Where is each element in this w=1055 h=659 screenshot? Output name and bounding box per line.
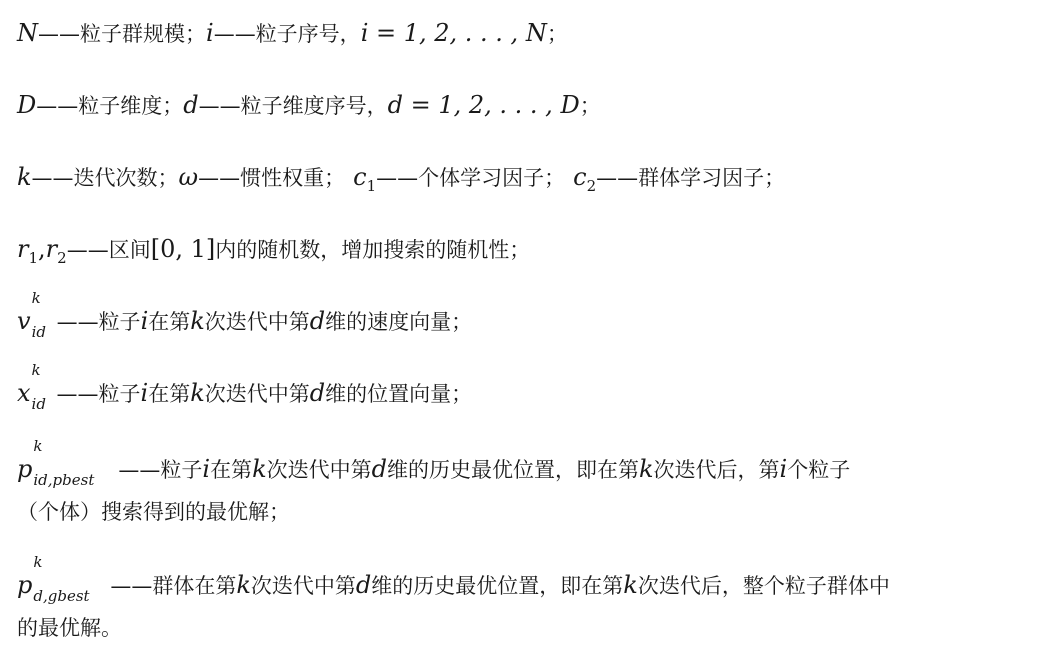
symbol-k: k — [252, 455, 267, 483]
symbol-i: i — [202, 455, 211, 483]
symbol-p: p k id,pbest — [17, 437, 95, 489]
subscript-id: id — [31, 395, 46, 413]
symbol-k: k — [190, 307, 205, 335]
definition-position — [17, 361, 473, 413]
formula-d-range: d = 1, 2, . . . , D — [387, 91, 580, 119]
text-best-position: 维的历史最优位置，即在第 — [386, 458, 639, 482]
subscript-2: 2 — [57, 249, 67, 267]
text-interval: ——区间 — [66, 238, 151, 262]
superscript-k: k — [31, 289, 41, 307]
definition-swarm-size — [17, 18, 568, 48]
text-iteration: 次迭代中第 — [204, 382, 310, 406]
text-best-position: 维的历史最优位置，即在第 — [371, 574, 624, 598]
symbol-d: d — [371, 455, 387, 483]
text-iteration: 次迭代中第 — [204, 310, 310, 334]
symbol-D: D — [17, 91, 37, 119]
superscript-k: k — [31, 361, 41, 379]
text-group: ——群体在第 — [110, 574, 237, 598]
symbol-i: i — [140, 379, 149, 407]
symbol-d: d — [309, 307, 326, 335]
text-position-vector: 维的位置向量； — [325, 382, 473, 406]
text-velocity-vector: 维的速度向量； — [325, 310, 473, 334]
text-dimension: ——粒子维度； — [36, 94, 184, 118]
text-at: 在第 — [210, 458, 253, 482]
symbol-k: k — [190, 379, 205, 407]
symbol-r: r — [45, 235, 58, 263]
definition-dimension — [17, 90, 601, 120]
text-iteration: 次迭代中第 — [266, 458, 372, 482]
formula-i-range: i = 1, 2, . . . , N — [360, 19, 547, 47]
text-after-iteration: 次迭代后，第 — [653, 458, 780, 482]
text-at: 在第 — [148, 310, 191, 334]
text-iterations: ——迭代次数； — [31, 166, 179, 190]
symbol-d: d — [355, 571, 372, 599]
text-random-desc: 内的随机数，增加搜索的随机性； — [215, 238, 531, 262]
subscript-1: 1 — [366, 177, 377, 195]
definition-gbest-cont — [17, 613, 122, 643]
text-swarm-size: ——粒子群规模； — [38, 22, 206, 46]
text-at: 在第 — [148, 382, 191, 406]
text-inertia-weight: ——惯性权重； — [198, 166, 346, 190]
subscript-d-gbest: d,gbest — [33, 587, 90, 605]
definition-gbest — [17, 553, 890, 605]
symbol-r: r — [17, 235, 29, 263]
comma: , — [38, 235, 46, 263]
punct: ； — [546, 22, 568, 46]
subscript-2: 2 — [586, 177, 597, 195]
text-particle: ——粒子 — [118, 458, 203, 482]
text-iteration: 次迭代中第 — [250, 574, 356, 598]
formula-interval: [0, 1] — [150, 235, 216, 263]
definition-pbest-cont — [17, 497, 290, 527]
subscript-1: 1 — [28, 249, 39, 267]
symbol-x: x k id — [17, 361, 46, 413]
symbol-d: d — [309, 379, 326, 407]
text-particle: ——粒子 — [56, 382, 141, 406]
symbol-k: k — [236, 571, 251, 599]
definition-velocity — [17, 289, 473, 341]
text-global-best: 的最优解。 — [17, 616, 122, 640]
text-particle: ——粒子 — [56, 310, 141, 334]
symbol-c: c — [353, 163, 367, 191]
definition-random-numbers — [17, 234, 531, 267]
symbol-i: i — [779, 455, 788, 483]
symbol-k: k — [638, 455, 654, 483]
symbol-v: v k id — [17, 289, 46, 341]
text-individual-best: （个体）搜索得到的最优解； — [17, 500, 290, 524]
definition-pbest — [17, 437, 851, 489]
symbol-k: k — [17, 163, 32, 191]
symbol-i: i — [140, 307, 149, 335]
symbol-k: k — [623, 571, 638, 599]
superscript-k: k — [33, 553, 43, 571]
text-individual-factor: ——个体学习因子； — [376, 166, 566, 190]
text-dimension-index: ——粒子维度序号， — [198, 94, 388, 118]
text-whole-swarm: 次迭代后，整个粒子群体中 — [637, 574, 890, 598]
symbol-i: i — [206, 19, 214, 47]
symbol-c: c — [573, 163, 587, 191]
punct: ； — [579, 94, 601, 118]
definition-iteration-weights — [17, 162, 786, 195]
symbol-omega: ω — [178, 163, 199, 191]
symbol-d: d — [183, 91, 199, 119]
superscript-k: k — [33, 437, 43, 455]
text-particle-count: 个粒子 — [787, 458, 851, 482]
subscript-id-pbest: id,pbest — [33, 471, 95, 489]
subscript-id: id — [31, 323, 46, 341]
symbol-N: N — [17, 19, 38, 47]
symbol-p: p k d,gbest — [17, 553, 90, 605]
text-particle-index: ——粒子序号， — [213, 22, 361, 46]
text-group-factor: ——群体学习因子； — [596, 166, 786, 190]
